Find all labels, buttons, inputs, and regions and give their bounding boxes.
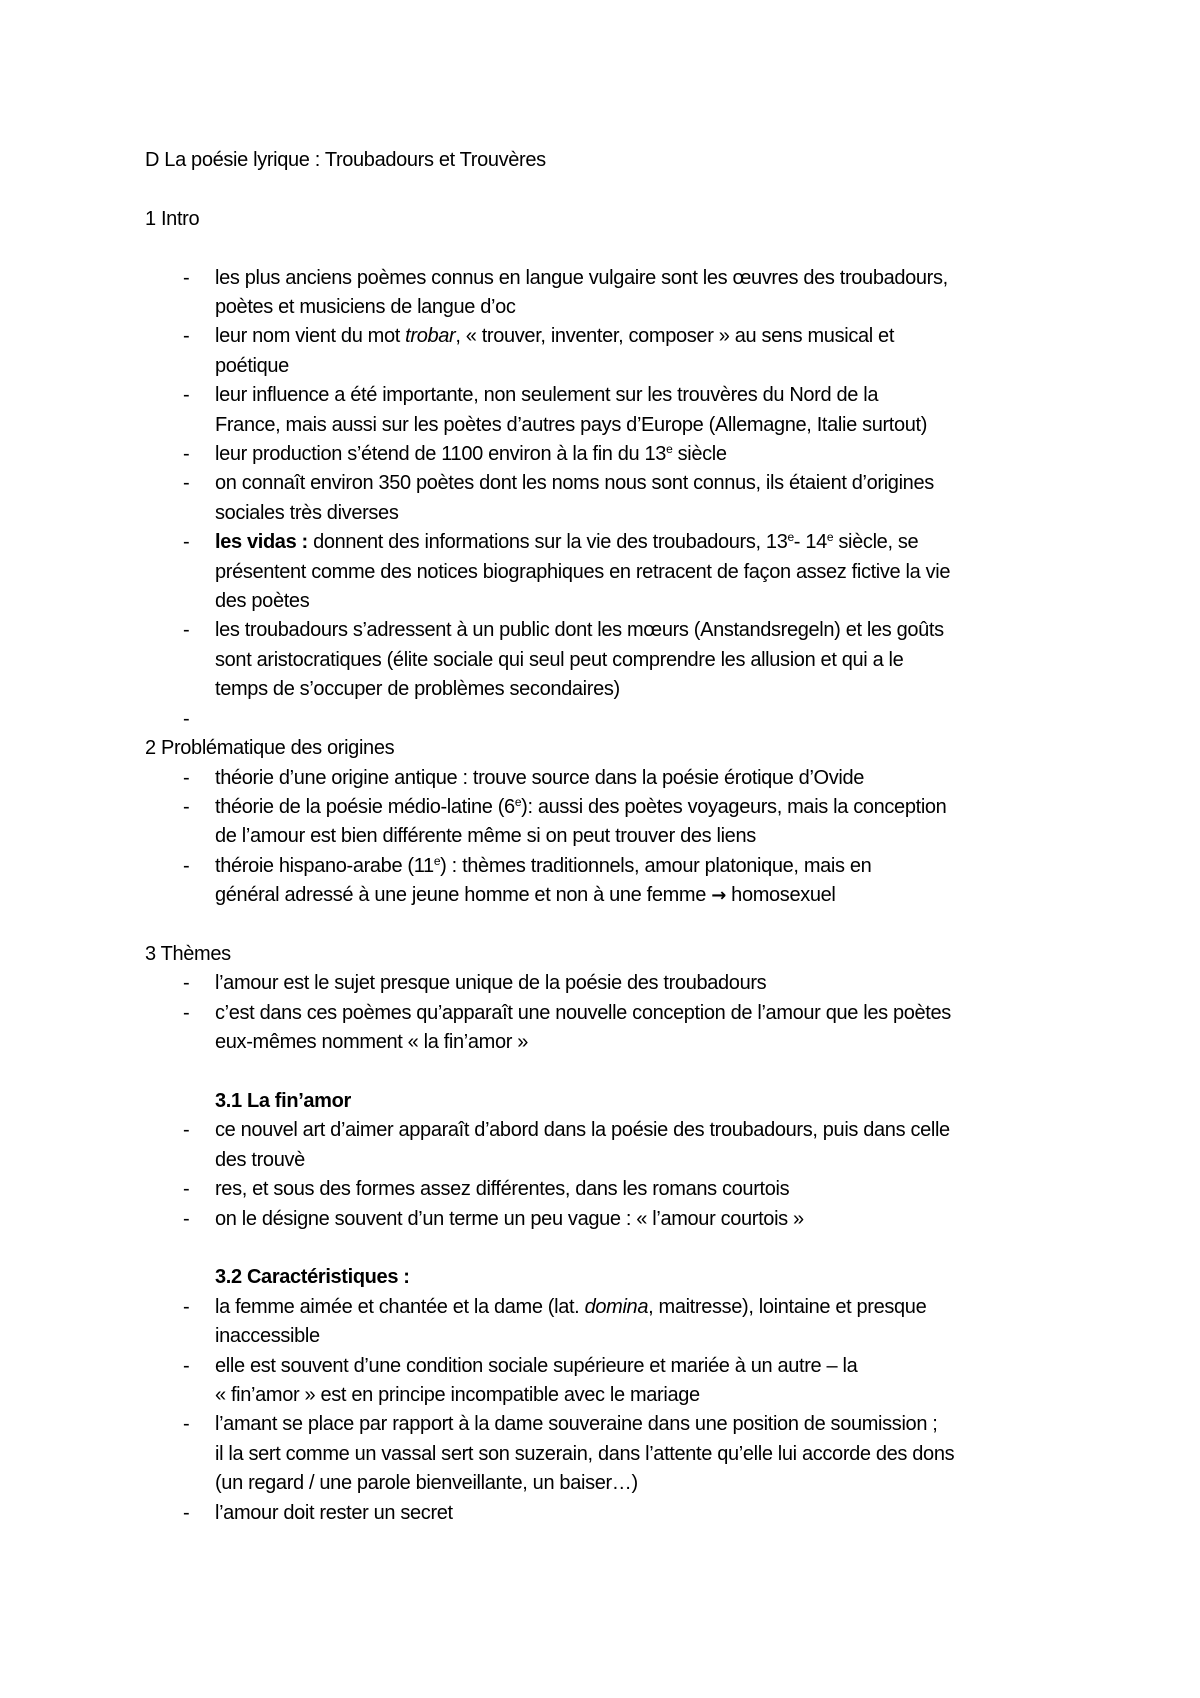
list-item [145,264,1140,323]
text-run: la femme aimée et chantée et la dame (lat. [215,1295,585,1318]
list-item-text [215,793,1140,822]
superscript: e [514,794,522,809]
bullet-dash: - [183,1501,190,1524]
spacer [145,1234,1140,1263]
list-item-text: l’amant se place par rapport à la dame souveraine dans une position de soumission ; [215,1413,938,1436]
list-item-text: présentent comme des notices biographiques en retracent de façon assez fictive la vie [215,560,951,583]
bullet-dash: - [183,325,190,348]
text-run: général adressé à une jeune homme et non à une femme [215,884,712,907]
list-item-text [215,528,1140,557]
subsection-heading-caracteristiques: 3.2 Caractéristiques : [215,1266,410,1289]
bold-term: les vidas : [215,531,308,554]
bullet-dash: - [183,1413,190,1436]
text-run: ): aussi des poètes voyageurs, mais la conception [521,795,947,818]
text-run: théorie de la poésie médio-latine (6 [215,795,515,818]
list-item-text: sociales très diverses [215,501,399,524]
list-item [145,469,1140,528]
text-run: théroie hispano-arabe (11 [215,854,434,877]
bullet-dash: - [183,1119,190,1142]
list-item-empty [145,705,1140,734]
italic-term: domina [584,1295,649,1318]
bullet-dash: - [183,384,190,407]
bullet-dash: - [183,854,190,877]
text-run: , « trouver, inventer, composer » au sens musical et [455,325,895,348]
list-item-text: ce nouvel art d’aimer apparaît d’abord dans la poésie des troubadours, puis dans celle [215,1119,950,1142]
subsection-heading-finamor: 3.1 La fin’amor [215,1089,351,1112]
text-run: - 14 [793,531,827,554]
list-item-text: on le désigne souvent d’un terme un peu vague : « l’amour courtois » [215,1207,804,1230]
superscript: e [433,853,441,868]
list-item [145,1175,1140,1204]
list-item-text: eux-mêmes nomment « la fin’amor » [215,1031,529,1054]
list-item-text [215,705,1140,734]
text-run: homosexuel [725,884,836,907]
list-item-text: sont aristocratiques (élite sociale qui seul peut comprendre les allusion et qui a le [215,648,904,671]
bullet-dash: - [183,619,190,642]
arrow-right-icon: → [711,885,726,907]
list-item-text [215,881,1140,910]
list-item-text: les plus anciens poèmes connus en langue vulgaire sont les œuvres des troubadours, [215,266,948,289]
bullet-dash: - [183,1178,190,1201]
text-run: siècle, se [833,531,919,554]
bullet-dash: - [183,795,190,818]
list-item-text: leur influence a été importante, non seulement sur les trouvères du Nord de la [215,384,879,407]
text-run: ) : thèmes traditionnels, amour platonique, mais en [440,854,872,877]
spacer [145,911,1140,940]
bullet-dash: - [183,1207,190,1230]
bullet-dash: - [183,1295,190,1318]
bullet-dash: - [183,1001,190,1024]
list-item-text: temps de s’occuper de problèmes secondaires) [215,678,620,701]
bullet-dash: - [183,266,190,289]
list-item-text: on connaît environ 350 poètes dont les noms nous sont connus, ils étaient d’origines [215,472,934,495]
spacer [145,1058,1140,1087]
document-title: D La poésie lyrique : Troubadours et Trouvères [145,149,546,171]
list-item-text [215,440,1140,469]
text-run: leur production s’étend de 1100 environ à la fin du 13 [215,443,667,466]
list-item-text: des trouvè [215,1148,305,1171]
bullet-dash: - [183,443,190,466]
list-item [145,969,1140,998]
list-item-text: (un regard / une parole bienveillante, un baiser…) [215,1472,638,1495]
bullet-dash: - [183,972,190,995]
text-run: leur nom vient du mot [215,325,406,348]
list-item-text: l’amour doit rester un secret [215,1501,453,1524]
list-item-text [215,322,1140,351]
list-item [145,1352,1140,1411]
text-run: , maitresse), lointaine et presque [648,1295,927,1318]
list-item [145,1116,1140,1175]
bullet-dash: - [183,707,190,730]
section-heading-intro: 1 Intro [145,207,200,230]
list-item-text: des poètes [215,590,310,613]
superscript: e [787,530,794,545]
spacer [145,175,1140,204]
section-heading-themes: 3 Thèmes [145,942,231,965]
list-item-text: elle est souvent d’une condition sociale supérieure et mariée à un autre – la [215,1354,858,1377]
list-item [145,999,1140,1058]
italic-term: trobar [405,325,456,348]
list-item [145,1205,1140,1234]
list-item-text: poétique [215,354,289,377]
list-item [145,793,1140,852]
list-item-text: théorie d’une origine antique : trouve source dans la poésie érotique d’Ovide [215,766,865,789]
list-item-text [215,1293,1140,1322]
list-item [145,1499,1140,1528]
spacer [145,234,1140,263]
bullet-dash: - [183,472,190,495]
list-item [145,322,1140,381]
list-item-text: c’est dans ces poèmes qu’apparaît une nouvelle conception de l’amour que les poètes [215,1001,951,1024]
list-item-text [215,852,1140,881]
list-item [145,440,1140,469]
list-item-text: France, mais aussi sur les poètes d’autres pays d’Europe (Allemagne, Italie surtout) [215,413,928,436]
bullet-dash: - [183,1354,190,1377]
superscript: e [666,442,673,457]
list-item [145,1410,1140,1498]
list-item-text: il la sert comme un vassal sert son suzerain, dans l’attente qu’elle lui accorde des dons [215,1442,955,1465]
section-heading-origins: 2 Problématique des origines [145,737,395,760]
list-item [145,852,1140,911]
list-item-text: l’amour est le sujet presque unique de la poésie des troubadours [215,972,767,995]
bullet-dash: - [183,766,190,789]
list-item-text: inaccessible [215,1325,320,1348]
text-run: siècle [672,443,727,466]
list-item-text: res, et sous des formes assez différentes, dans les romans courtois [215,1178,790,1201]
list-item-text: « fin’amor » est en principe incompatible avec le mariage [215,1383,700,1406]
text-run: donnent des informations sur la vie des troubadours, 13 [307,531,788,554]
list-item [145,381,1140,440]
superscript: e [826,530,834,545]
list-item [145,616,1140,704]
list-item-text: de l’amour est bien différente même si on peut trouver des liens [215,825,756,848]
list-item-text: poètes et musiciens de langue d’oc [215,296,516,318]
bullet-dash: - [183,531,190,554]
list-item [145,1293,1140,1352]
list-item [145,528,1140,616]
list-item-text: les troubadours s’adressent à un public dont les mœurs (Anstandsregeln) et les goûts [215,619,944,642]
list-item [145,764,1140,793]
